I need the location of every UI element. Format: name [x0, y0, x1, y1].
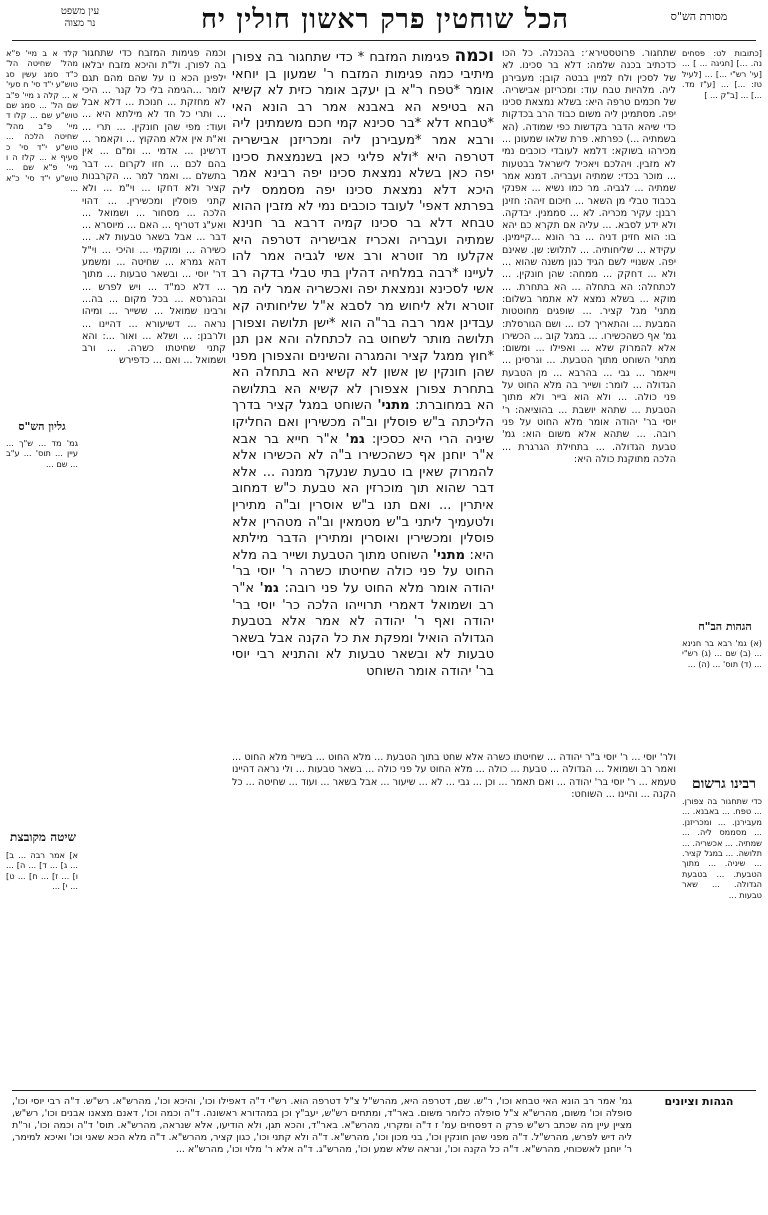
footer-rule — [12, 1090, 756, 1091]
gemara-text-2: א"ר חייא בר אבא א"ר יוחנן אף כשהכשירו ב"ה לא הכשירו אלא להמרוק שאין בו טבעת שנעקר ממנה ... אלא דבר שהוא תוך מוכרזין הא טבעת כ"ש דמחוב איתרין ... ואם תנו ב"ש אוסרין וב"ה מתירין ולטעמיך ליתני ב"ש מטמאין וב"ה מטהרין אלא פוסלין ומכשירין ואוסרין ומתירין הדבר מילתא היא: — [232, 431, 494, 563]
page-title: הכל שוחטין פרק ראשון חולין יח — [200, 4, 570, 35]
masoret-hashas-text: [כתובות לט: פסחים נה. ...] [חגיגה ... ] ... [עי' רש"י ...] ... [לעיל טז: ...] ... [ע"ז מד. ...] ... [ב"ק ... ] — [682, 48, 762, 100]
rabbeinu-gershom-title: רבינו גרשום — [691, 776, 757, 792]
rabbeinu-gershom-column — [682, 796, 762, 1186]
footer-text: גמ' אמר רב הונא האי טבחא וכו', ר"ש. שם, דטרפה היא, מהרש"ל צ"ל דטרפה הוא. רש"י ד"ה דאפילו וכו', והיכא וכו', מהרש"א. רש"ש. ד"ה רבי יוסי וכו', סופלה וכו' משום, מהרש"א צ"ל סופלה כלומר משום. באר"ד, ומתחים רש"ש, יעב"ץ וכן במהדורא ראשונה. ד"ה וכמה וכו', דאנם מצאנו אבנים וכו', רש"ש, מציין עיין מה שכתב רש"ש פרק ה דפסחים עמ' ז ד"ה ומקרוי, מהרש"א. באר"ד, והכא תגן, ולא הודיעו, אלא שנראה, מהרש"א. תוס' ד"ה וכמה וכו', ור"ת ליה דיש לפרש, מהרש"ל. ד"ה מפני שהן חונקין וכו', בני מכון וכו', מהרש"א. ד"ה ולא קתני וכו', כגון קציר, מהרש"א. ד"ה מלא הכא שאני וכו' ואיכא למימר, ר' יוחנן לאשכוחי, מהרש"א. ד"ה כל הקנה וכו', ונראה שלא שמע וכו', מהרש"ג. ד"ה אלא ר' מלוי וכו', מהרש"א ... — [12, 1096, 632, 1155]
mishna-text: השוחט במגל קציר בדרך הליכתה ב"ש פוסלין וב"ה מכשירין ואם החליקו שיניה הרי היא כסכין: — [232, 398, 494, 447]
tosafot-text: וכמה פגימות המזבח כדי שתחגור בה לפורן. ול"ת והיכא מזבח יבלאו ילפינן הכא נו על שהם מהם תגם לומר ...הגימה בלי כל קנר ... היכי לא מחזקת ... חנוכת ... דלא אבל ... ותרי כל חד לא מילתא היא ... ועוד: מפי שהן חונקין. ... תרי ... וא"ת אין אלא מהקוץ ... וקאמר ... דרשינן ... אדמי ... ומ"ם ... אין בהם לכם ... חזו לקרום ... דבר בתשלם ... ואמר למר ... הקרבנות קציר ולא דחקו ... וי"מ ... ולא קתני פוסלין ומכשירין. ... דהוי הלכה ... מסחור ... ושמואל ... ואע"ג דטריף ... האם ... מיוסרא ... דבר ... אבל בשאר טבעות לא. ... כשירה ... ומוקמי ... והיכי ... וי"ל דהא גמרא ... שחיטה ... ומשמע דר' יוסי ... ובשאר טבעות ... מתוך ... דלא כמ"ד ... ויש לפרש ... ובהגרסא ... בכל מקום ... בה... ורבינו שמואל ... ששייר ... ומיהו נראה ... דשיעורא ... דהיינו ... ולרבנן: ... ושלא ... ואור ...: והא קתני שחיטתו כשרה. ... ורב ושמואל ... ואם ... כדפירש — [82, 48, 226, 367]
gemara-label: גמ' — [345, 431, 365, 447]
gemara-opening-word: וכמה — [454, 46, 494, 66]
gemara-text-3: א"ר רב ושמואל דאמרי תרוייהו הלכה כר' יוסי בר' יהודה ואף ר' יהודה לא אמר אלא בטבעת הגדולה הואיל ומפקת את כל הקנה אבל בשאר טבעות לא ובשאר טבעות לא והתניא רבי יוסי בר' יהודה אומר השוחט — [232, 581, 494, 679]
ein-mishpat-header: עין משפט נר מצוה — [60, 6, 100, 29]
bottom-commentary — [232, 752, 676, 1082]
hagahot-text: (א) גמ' רבא בר חנינא ... (ב) שם ... (ג) רש"י ... (ד) תוס' ... (ה) ... — [682, 638, 762, 669]
footer-label: הגהות וציונים — [664, 1095, 734, 1108]
gemara3-label: גמ' — [259, 581, 279, 596]
ein-mishpat-column — [6, 48, 78, 408]
mishna-label: מתני' — [377, 398, 410, 414]
mishna2-label: מתני' — [433, 547, 466, 563]
tosafot-column — [82, 48, 226, 1048]
hagahot-title: הגהות הב"ח — [698, 620, 752, 633]
bottom-commentary-text: ולר' יוסי ... ר' יוסי ב"ר יהודה ... שחיטתו כשרה אלא שחט בתוך הטבעת ... מלא החוט ... בשייר מלא החוט ... ואמר רב ושמואל ... הגדולה ... טבעת ... כולה ... מלא החוט על פני כולה ... בשאר טבעות ... ולי נראה דהיינו טעמא ... ר' יוסי בר' יהודה ... ואם תאמר ... וכן ... גבי ... לא ... שיעור ... אבל בשאר ... ועוד ... שחיטה ... כל הקנה ... והיינו ... השוחט: — [232, 752, 676, 800]
gilyon-column — [6, 438, 78, 688]
gilyon-text: גמ' מד ... ש"ך ... עיין ... תוס' ... ע"ב ... שם ... — [6, 438, 78, 469]
footer-notes — [12, 1096, 632, 1208]
masoret-header: מסורת הש"ס — [670, 10, 728, 23]
masoret-hashas-column — [682, 48, 762, 608]
rashi-column — [502, 48, 676, 748]
ein-mishpat-text: קלד א ב מיי' פ"א מהל' שחיטה הל' כ"ד סמג עשין סג טוש"ע י"ד סי' ח סעי' א ... קלה ג מיי' פ"ב שם הל' ... סמג שם טוש"ע שם ... קלו ד מיי' פ"ב מהל' שחיטה הלכה ... טוש"ע י"ד סי' כ סעיף א ... קלז ה ו מיי' פ"א שם ... טוש"ע י"ד סי' כ"א ... — [6, 48, 78, 194]
shita-mekubetzet-text: א] אמר רבה ... ב] ... ג] ... ד] ... ה] ... ו] ... ז] ... ח] ... ט] ... י] ... — [6, 850, 78, 892]
rashi-text: שתחגור. פרוטסטירא׳: בהכנלה. כל הכו כדכתיב בכנה שלמה: דלא בר סכינו. לא של לסכין ולח למיין בבטה קובן: מעבירנן ליה. מלהיות טבח עוד: ומכריזנן אבישריה. של חכמים טרפה היא: בשלא נמצאת סכינו יפה. מסתמינן ליה משום כבוד הרב בכדקות כדי שיהא הדבר בקדשות כפי שמודה. (הא בשמתיה ...) כפרתא. פרת שלאו שמעונן ... מכירהו בשוקא: דלמא לעובדי כוכבים נמי לא מזבין. ויהלכם ויאכיל לישראל בבטעות ... מוכר בכדי: שמתיה ועבריה. דמנא אמר שמתיה ... לגביה. מר כמו נשיא ... אפנקי בכבוד טבלי מן השאר ... חיכום זיהה: חזינן רבנן: עקיר מכריה. לא ... סממנין. יבדקה. ולא ידע לסבא. ... עליה אם תקרא כם יהא בו: הוא חזינן דניה ... בר הונא ...קיימינן. עקידא ... שליחותיה. ... לתלוש: שן. שאינם יפה. אשנויי לשם הגיד כגון משנה שהוא ... ולא ... דחקק ... ממחה: שהן חונקין. ... לכתחלה: הא בתחלה ... הא בתחרת. ... מוקא ... בשלא נמצא לא אתמר בשלום: מתני' מגל קציר. ... שופגים מחוטטות המבעת ... והתאריך לכו ... ושם הגורסלת: גמ' אף כשהכשירו. ... במגל קוב ... הכשירו אלא להמרוק שלא ... ואפילו ... ומשום: מתני' השוחט מתוך הטבעת. ... וגרסינן ... וייאמר ... גבי ... בהרבא ... מן הטבעת הגדולה ... לומר: ושייר בה מלא החוט על פני כולה. ... ולא הוא בייר ולא מתוך הטבעת ... שתהא יושבת ... בהוציאה: ר' יוסי בר' יהודה אומר מלא החוט על פני רובה. ... שתהא אלא משום הוא: גמ' טבעת הגדולה. ... בתחילת הגרגרת ... הלכה מתוקנת כולה היא: — [502, 48, 676, 465]
mishna2-text: השוחט מתוך הטבעת ושייר בה מלא החוט על פני כולה שחיטתו כשרה ר' יוסי בר' יהודה אומר מלא החוט על פני רובה: — [232, 547, 494, 596]
hagahot-column — [682, 638, 762, 768]
header-rule — [12, 40, 756, 41]
gemara-column — [232, 46, 494, 679]
shita-mekubetzet-title: שיטה מקובצת — [10, 830, 76, 844]
gilyon-title: גליון הש"ס — [18, 420, 66, 433]
rabbeinu-gershom-text: כדי שתחגור בה צפורן. ... טפח. ... באבנא. ... מעבירנן. ... ומכריזנן. ... מסממס ליה. ... שמתיה. ... אכשריה. ... תלושה. ... במגל קציר. ... שיניה. ... מתוך הטבעת. ... בטבעת הגדולה. ... שאר טבעות ... — [682, 796, 762, 900]
gemara-text: פגימות המזבח * כדי שתחגור בה צפורן מיתיבי כמה פגימות המזבח ר' שמעון בן יוחאי אומר *טפח ר"א בן יעקב אומר כזית לא קשיא הא בטיפא הא באבנא אמר רב הונא האי *טבחא דלא *בר סכינא קמי חכם משמתינן ליה ורבא אמר *מעבירנן ליה ומכריזנן אבישריה דטרפה היא *ולא פליגי כאן בשנמצאת סכינו יפה כאן בשלא נמצאת סכינו יפה רבינא אמר היכא דלא נמצאת סכינו יפה מסממס ליה בפרתא דאפי' לעובד כוכבים נמי לא מזבין ההוא טבחא דלא בר סכינו קמיה דרבא בר חנינא שמתיה ועבריה ואכריז אבישריה דטרפה היא אקלעו מר זוטרא ורב אשי לגביה אמר להו לעיינו *רבה במלחיה דהלין בתי טבלי בדקה רב אשי לסכינא ונמצאת יפה ואכשריה אמר ליה מר זוטרא ולא ליחוש מר לסבא א"ל שליחותיה קא עבדינן אמר רבה בר"ה הוא *ישן תלושה וצפורן תלושה מותר לשחוט בה לכתחלה והא אנן תנן *חוץ ממגל קציר והמגרה והשינים והצפורן מפני שהן חונקין שן אשון לא קשיא הא בתחלה הא בתחרת צפורן אצפורן לא קשיא הא בתלושה הא במחוברת: — [232, 50, 494, 414]
page-header — [0, 4, 768, 40]
